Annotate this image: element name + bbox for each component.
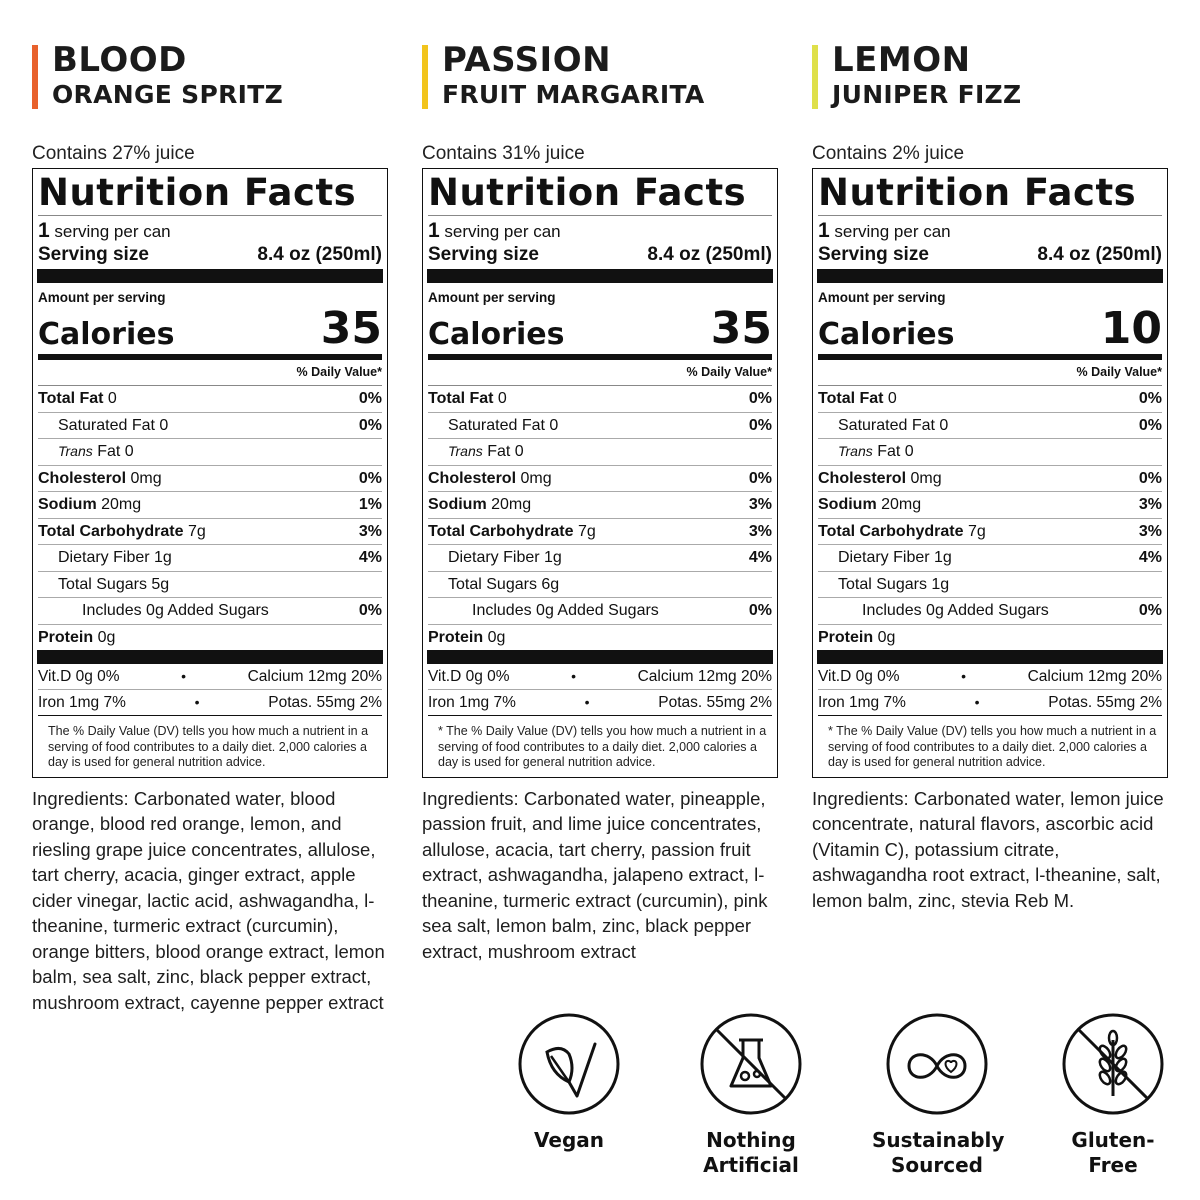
nutrition-facts-title: Nutrition Facts bbox=[428, 169, 772, 216]
daily-value-header: % Daily Value* bbox=[428, 360, 772, 386]
product-column bbox=[812, 42, 1168, 913]
accent-bar bbox=[32, 45, 38, 109]
nutrition-facts-panel bbox=[812, 168, 1168, 778]
daily-value-footnote: * The % Daily Value (DV) tells you how much a nutrient in a serving of food contributes to a daily diet. 2,000 calories a day is used for general nutrition advice. bbox=[438, 724, 767, 769]
product-title bbox=[422, 42, 778, 112]
nutrient-row-protein: Protein 0g bbox=[428, 628, 506, 646]
product-title-line1: BLOOD bbox=[52, 40, 187, 80]
accent-bar bbox=[422, 45, 428, 109]
ingredients-text: Ingredients: Carbonated water, blood orange, blood red orange, lemon, and riesling grape juice concentrates, allulose, tart cherry, acacia, ginger extract, apple cider vinegar, lactic acid, ashwagandha, l-theanine, turmeric extract (curcumin), orange bitters, blood orange extract, lemon balm, sea salt, zinc, black pepper extract, mushroom extract, cayenne pepper extract bbox=[32, 787, 385, 1013]
nutrient-row-cholesterol: Cholesterol 0mg 0% bbox=[818, 466, 1162, 493]
thick-divider bbox=[427, 269, 773, 283]
nutrient-row-trans-fat: Trans Fat 0 bbox=[818, 439, 1162, 466]
calories-row: Calories 35 bbox=[428, 306, 772, 360]
nutrient-row-total-fat: Total Fat 0 0% bbox=[38, 386, 382, 413]
nutrient-row-total-sugars: Total Sugars 5g bbox=[38, 572, 382, 599]
product-column bbox=[422, 42, 778, 964]
nutrient-row-total-sugars: Total Sugars 1g bbox=[818, 572, 1162, 599]
nutrient-row-saturated-fat: Saturated Fat 0 0% bbox=[428, 413, 772, 440]
amount-per-serving: Amount per serving bbox=[818, 290, 946, 305]
calories-value: 10 bbox=[1100, 303, 1162, 354]
daily-value-footnote: The % Daily Value (DV) tells you how much a nutrient in a serving of food contributes to a daily diet. 2,000 calories a day is used for general nutrition advice. bbox=[48, 724, 369, 769]
nutrition-facts-panel bbox=[32, 168, 388, 778]
vitamin-row-1: Vit.D 0g 0% • Calcium 12mg 20% bbox=[818, 664, 1162, 690]
badge-label: Vegan bbox=[534, 1128, 604, 1152]
thick-divider bbox=[817, 269, 1163, 283]
calories-value: 35 bbox=[710, 303, 772, 354]
nutrient-row-sodium: Sodium 20mg 1% bbox=[38, 492, 382, 519]
nutrient-row-added-sugars: Includes 0g Added Sugars 0% bbox=[818, 598, 1162, 625]
amount-per-serving: Amount per serving bbox=[38, 290, 166, 305]
nutrient-row-sodium: Sodium 20mg 3% bbox=[428, 492, 772, 519]
nutrient-row-added-sugars: Includes 0g Added Sugars 0% bbox=[428, 598, 772, 625]
infinity-heart-icon bbox=[885, 1012, 989, 1116]
product-title-line1: LEMON bbox=[832, 40, 971, 80]
vitamin-row-2: Iron 1mg 7% • Potas. 55mg 2% bbox=[38, 690, 382, 716]
badge-sustainably-sourced bbox=[872, 1012, 1005, 1178]
vitamin-row-1: Vit.D 0g 0% • Calcium 12mg 20% bbox=[428, 664, 772, 690]
nutrient-row-total-carbohydrate: Total Carbohydrate 7g 3% bbox=[38, 519, 382, 546]
nutrient-row-saturated-fat: Saturated Fat 0 0% bbox=[818, 413, 1162, 440]
calories-row: Calories 10 bbox=[818, 306, 1162, 360]
ingredients-text: Ingredients: Carbonated water, lemon juice concentrate, natural flavors, ascorbic acid (Vitamin C), potassium citrate, ashwagandha root extract, l-theanine, salt, lemon balm, zinc, stevia Reb M. bbox=[812, 787, 1164, 911]
calories-value: 35 bbox=[320, 303, 382, 354]
daily-value-header: % Daily Value* bbox=[38, 360, 382, 386]
nutrient-row-total-carbohydrate: Total Carbohydrate 7g 3% bbox=[818, 519, 1162, 546]
thick-divider bbox=[817, 650, 1163, 664]
nutrient-row-cholesterol: Cholesterol 0mg 0% bbox=[428, 466, 772, 493]
nutrient-row-total-fat: Total Fat 0 0% bbox=[818, 386, 1162, 413]
serving-size: Serving size 8.4 oz (250ml) bbox=[38, 244, 382, 265]
juice-content: Contains 27% juice bbox=[32, 143, 195, 164]
nutrient-row-total-carbohydrate: Total Carbohydrate 7g 3% bbox=[428, 519, 772, 546]
nutrient-row-total-fat: Total Fat 0 0% bbox=[428, 386, 772, 413]
nutrient-row-dietary-fiber: Dietary Fiber 1g 4% bbox=[428, 545, 772, 572]
vitamin-row-1: Vit.D 0g 0% • Calcium 12mg 20% bbox=[38, 664, 382, 690]
daily-value-header: % Daily Value* bbox=[818, 360, 1162, 386]
badge-label: Sustainably Sourced bbox=[872, 1128, 1005, 1177]
badge-gluten-free bbox=[1048, 1012, 1178, 1178]
nutrient-row-cholesterol: Cholesterol 0mg 0% bbox=[38, 466, 382, 493]
vitamin-row-2: Iron 1mg 7% • Potas. 55mg 2% bbox=[428, 690, 772, 716]
nutrient-row-total-sugars: Total Sugars 6g bbox=[428, 572, 772, 599]
daily-value-footnote: * The % Daily Value (DV) tells you how much a nutrient in a serving of food contributes to a daily diet. 2,000 calories a day is used for general nutrition advice. bbox=[828, 724, 1157, 769]
nutrient-row-saturated-fat: Saturated Fat 0 0% bbox=[38, 413, 382, 440]
thick-divider bbox=[37, 650, 383, 664]
badge-label: Nothing Artificial bbox=[703, 1128, 799, 1177]
flask-crossed-icon bbox=[699, 1012, 803, 1116]
nutrition-facts-title: Nutrition Facts bbox=[38, 169, 382, 216]
nutrient-row-protein: Protein 0g bbox=[38, 628, 116, 646]
badge-nothing-artificial bbox=[686, 1012, 816, 1178]
servings-per-container: 1 serving per can bbox=[818, 219, 951, 242]
nutrition-facts-title: Nutrition Facts bbox=[818, 169, 1162, 216]
amount-per-serving: Amount per serving bbox=[428, 290, 556, 305]
product-title-line2: FRUIT MARGARITA bbox=[442, 80, 705, 109]
vitamin-row-2: Iron 1mg 7% • Potas. 55mg 2% bbox=[818, 690, 1162, 716]
servings-per-container: 1 serving per can bbox=[38, 219, 171, 242]
wheat-crossed-icon bbox=[1061, 1012, 1165, 1116]
badge-vegan bbox=[504, 1012, 634, 1153]
ingredients-text: Ingredients: Carbonated water, pineapple, passion fruit, and lime juice concentrates, allulose, acacia, tart cherry, passion fruit extract, ashwagandha, jalapeno extract, l-theanine, turmeric extract (curcumin), pink sea salt, lemon balm, zinc, black pepper extract, mushroom extract bbox=[422, 787, 768, 962]
accent-bar bbox=[812, 45, 818, 109]
product-title bbox=[812, 42, 1168, 112]
product-title bbox=[32, 42, 388, 112]
nutrient-row-added-sugars: Includes 0g Added Sugars 0% bbox=[38, 598, 382, 625]
product-title-line2: JUNIPER FIZZ bbox=[832, 80, 1022, 109]
nutrient-row-trans-fat: Trans Fat 0 bbox=[38, 439, 382, 466]
serving-size: Serving size 8.4 oz (250ml) bbox=[428, 244, 772, 265]
nutrient-row-dietary-fiber: Dietary Fiber 1g 4% bbox=[818, 545, 1162, 572]
nutrient-row-protein: Protein 0g bbox=[818, 628, 896, 646]
juice-content: Contains 2% juice bbox=[812, 143, 965, 164]
calories-row: Calories 35 bbox=[38, 306, 382, 360]
product-title-line1: PASSION bbox=[442, 40, 612, 80]
badges-row bbox=[504, 1012, 1184, 1192]
product-title-line2: ORANGE SPRITZ bbox=[52, 80, 284, 109]
servings-per-container: 1 serving per can bbox=[428, 219, 561, 242]
thick-divider bbox=[37, 269, 383, 283]
serving-size: Serving size 8.4 oz (250ml) bbox=[818, 244, 1162, 265]
leaf-check-icon bbox=[517, 1012, 621, 1116]
nutrition-facts-panel bbox=[422, 168, 778, 778]
nutrient-row-sodium: Sodium 20mg 3% bbox=[818, 492, 1162, 519]
badge-label: Gluten- Free bbox=[1071, 1128, 1155, 1177]
product-column bbox=[32, 42, 388, 1015]
nutrient-row-trans-fat: Trans Fat 0 bbox=[428, 439, 772, 466]
nutrient-row-dietary-fiber: Dietary Fiber 1g 4% bbox=[38, 545, 382, 572]
thick-divider bbox=[427, 650, 773, 664]
juice-content: Contains 31% juice bbox=[422, 143, 585, 164]
